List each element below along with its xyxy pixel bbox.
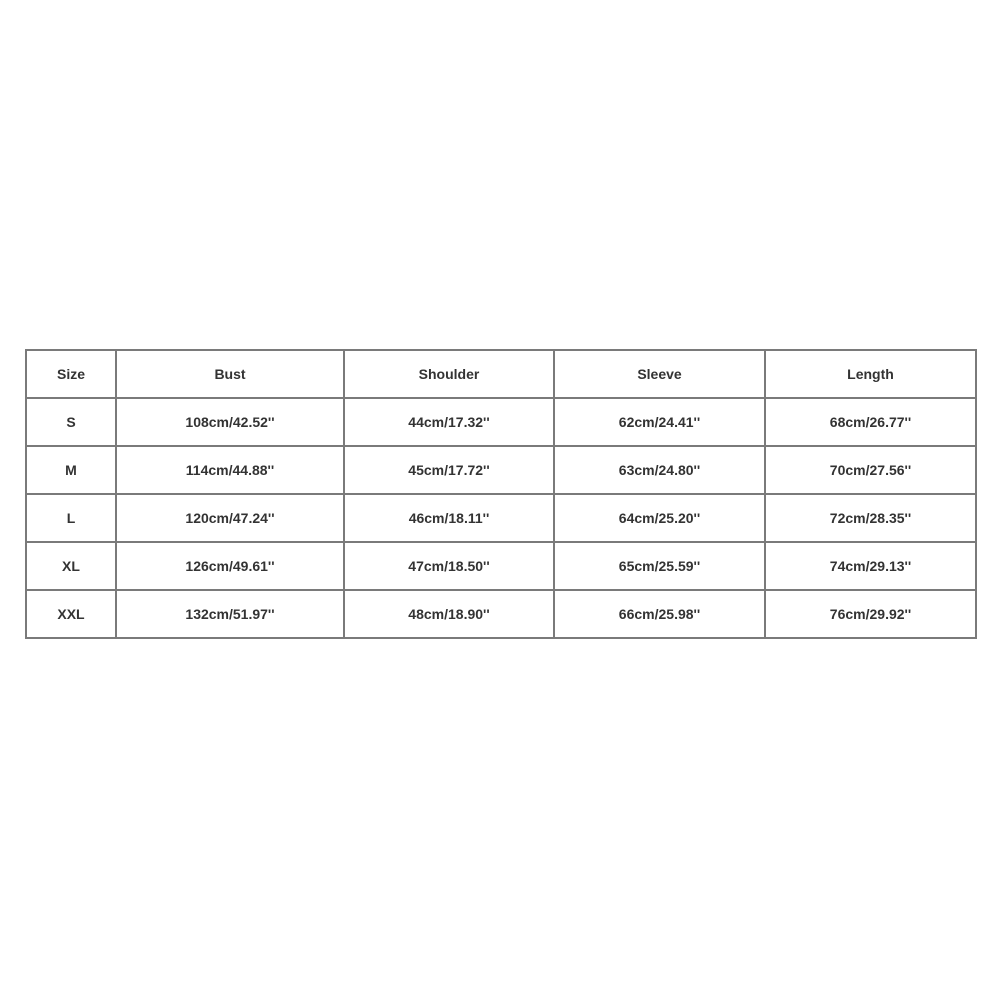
cell-size: XXL bbox=[26, 590, 116, 638]
cell-size: S bbox=[26, 398, 116, 446]
cell-size: M bbox=[26, 446, 116, 494]
cell-sleeve: 65cm/25.59'' bbox=[554, 542, 765, 590]
cell-bust: 132cm/51.97'' bbox=[116, 590, 344, 638]
size-chart-table bbox=[25, 349, 977, 639]
size-chart-header bbox=[26, 350, 976, 398]
header-row bbox=[26, 350, 976, 398]
cell-shoulder: 45cm/17.72'' bbox=[344, 446, 554, 494]
cell-size: L bbox=[26, 494, 116, 542]
cell-length: 70cm/27.56'' bbox=[765, 446, 976, 494]
table-row bbox=[26, 542, 976, 590]
size-chart-body bbox=[26, 398, 976, 638]
cell-sleeve: 66cm/25.98'' bbox=[554, 590, 765, 638]
cell-length: 76cm/29.92'' bbox=[765, 590, 976, 638]
cell-shoulder: 44cm/17.32'' bbox=[344, 398, 554, 446]
cell-length: 72cm/28.35'' bbox=[765, 494, 976, 542]
table-row bbox=[26, 590, 976, 638]
cell-bust: 114cm/44.88'' bbox=[116, 446, 344, 494]
cell-shoulder: 48cm/18.90'' bbox=[344, 590, 554, 638]
cell-bust: 108cm/42.52'' bbox=[116, 398, 344, 446]
header-size: Size bbox=[26, 350, 116, 398]
cell-shoulder: 47cm/18.50'' bbox=[344, 542, 554, 590]
cell-sleeve: 62cm/24.41'' bbox=[554, 398, 765, 446]
header-length: Length bbox=[765, 350, 976, 398]
header-sleeve: Sleeve bbox=[554, 350, 765, 398]
header-shoulder: Shoulder bbox=[344, 350, 554, 398]
cell-length: 68cm/26.77'' bbox=[765, 398, 976, 446]
cell-size: XL bbox=[26, 542, 116, 590]
cell-bust: 126cm/49.61'' bbox=[116, 542, 344, 590]
cell-length: 74cm/29.13'' bbox=[765, 542, 976, 590]
cell-shoulder: 46cm/18.11'' bbox=[344, 494, 554, 542]
cell-sleeve: 64cm/25.20'' bbox=[554, 494, 765, 542]
table-row bbox=[26, 398, 976, 446]
cell-bust: 120cm/47.24'' bbox=[116, 494, 344, 542]
header-bust: Bust bbox=[116, 350, 344, 398]
cell-sleeve: 63cm/24.80'' bbox=[554, 446, 765, 494]
table-row bbox=[26, 494, 976, 542]
table-row bbox=[26, 446, 976, 494]
